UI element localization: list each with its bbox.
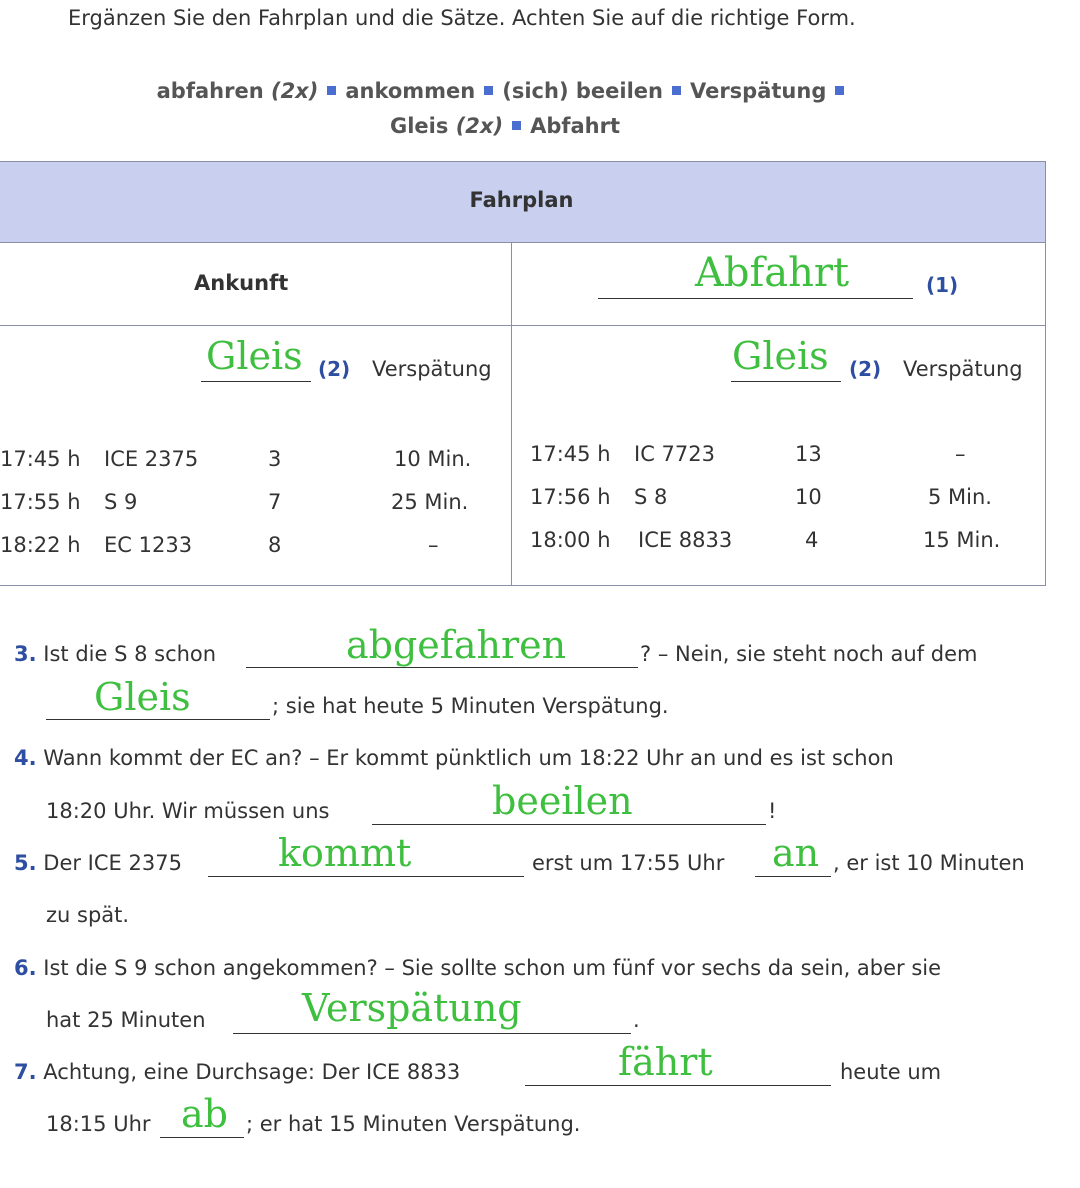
- timetable-header: [0, 162, 1045, 243]
- departure-train: IC 7723: [634, 442, 715, 466]
- sentence-text: , er ist 10 Minuten: [833, 851, 1025, 875]
- answer-an: an: [772, 831, 820, 875]
- sentence-text: heute um: [840, 1060, 942, 1084]
- sentence-text: .: [633, 1008, 640, 1032]
- answer-line: [46, 719, 270, 720]
- departure-time: 17:56 h: [530, 485, 611, 509]
- arrival-delay: 10 Min.: [394, 447, 472, 471]
- arrival-train: ICE 2375: [104, 447, 199, 471]
- arrival-header: Ankunft: [194, 271, 289, 295]
- arrival-time: 17:55 h: [0, 490, 81, 514]
- question-number-1: (1): [926, 273, 959, 297]
- word-abfahren-note: (2x): [270, 79, 319, 103]
- sentence-text: 18:15 Uhr: [46, 1112, 151, 1136]
- square-bullet-icon: [672, 86, 681, 95]
- sentence-text: zu spät.: [46, 903, 130, 927]
- sentence-text: ; er hat 15 Minuten Verspätung.: [246, 1112, 581, 1136]
- answer-line: [233, 1033, 631, 1034]
- square-bullet-icon: [835, 86, 844, 95]
- square-bullet-icon: [512, 121, 521, 130]
- sentence-text: Ist die S 8 schon: [43, 642, 217, 666]
- arrival-time: 17:45 h: [0, 447, 81, 471]
- column-divider: [511, 242, 512, 585]
- sentence-text: !: [768, 799, 777, 823]
- question-number-2: (2): [318, 357, 351, 381]
- square-bullet-icon: [484, 86, 493, 95]
- question-number-2: (2): [849, 357, 882, 381]
- arrival-delay: –: [428, 533, 439, 557]
- sentence-6-line-1: [14, 956, 941, 980]
- answer-line: [160, 1137, 244, 1138]
- departure-time: 18:00 h: [530, 528, 611, 552]
- arrival-gleis-answer: Gleis: [206, 334, 303, 378]
- sentence-5-line-1: [14, 851, 182, 875]
- sentence-text: Ist die S 9 schon angekommen? – Sie sollte schon um fünf vor sechs da sein, aber sie: [43, 956, 942, 980]
- sentence-text: erst um 17:55 Uhr: [532, 851, 725, 875]
- departure-track: 4: [805, 528, 819, 552]
- arrival-delay-label: Verspätung: [372, 357, 492, 381]
- answer-line: [598, 298, 913, 299]
- answer-line: [208, 876, 524, 877]
- word-abfahren: abfahren: [156, 79, 264, 103]
- sentence-text: ; sie hat heute 5 Minuten Verspätung.: [272, 694, 669, 718]
- departure-delay: 5 Min.: [928, 485, 992, 509]
- departure-train: ICE 8833: [638, 528, 733, 552]
- answer-abgefahren: abgefahren: [346, 623, 567, 667]
- answer-gleis: Gleis: [94, 675, 191, 719]
- sentence-text: ? – Nein, sie steht noch auf dem: [640, 642, 978, 666]
- departure-delay: 15 Min.: [923, 528, 1001, 552]
- timetable: [0, 161, 1046, 586]
- word-verspaetung: Verspätung: [689, 79, 827, 103]
- answer-line: [525, 1085, 831, 1086]
- arrival-track: 3: [268, 447, 282, 471]
- answer-line: [201, 381, 311, 382]
- answer-verspaetung: Verspätung: [302, 986, 522, 1030]
- answer-line: [755, 876, 831, 877]
- sentence-3-line-1: [14, 642, 216, 666]
- answer-faehrt: fährt: [618, 1040, 713, 1084]
- word-gleis: Gleis: [390, 114, 449, 138]
- arrival-time: 18:22 h: [0, 533, 81, 557]
- answer-line: [246, 667, 638, 668]
- answer-line: [731, 381, 841, 382]
- row-divider: [0, 325, 1045, 326]
- arrival-train: S 9: [104, 490, 138, 514]
- answer-beeilen: beeilen: [492, 779, 633, 823]
- sentence-text: Der ICE 2375: [43, 851, 182, 875]
- arrival-track: 8: [268, 533, 282, 557]
- word-box-line-2: [0, 109, 1010, 143]
- word-beeilen: (sich) beeilen: [502, 79, 663, 103]
- answer-kommt: kommt: [278, 831, 412, 875]
- word-ankommen: ankommen: [345, 79, 476, 103]
- square-bullet-icon: [327, 86, 336, 95]
- departure-gleis-answer: Gleis: [732, 334, 829, 378]
- word-gleis-note: (2x): [455, 114, 504, 138]
- timetable-title: Fahrplan: [469, 188, 574, 212]
- sentence-text: 18:20 Uhr. Wir müssen uns: [46, 799, 330, 823]
- word-box-line-1: [0, 74, 1010, 108]
- sentence-number: 4.: [14, 746, 37, 770]
- departure-time: 17:45 h: [530, 442, 611, 466]
- departure-track: 10: [795, 485, 822, 509]
- sentence-number: 7.: [14, 1060, 37, 1084]
- sentence-text: hat 25 Minuten: [46, 1008, 206, 1032]
- departure-train: S 8: [634, 485, 668, 509]
- departure-track: 13: [795, 442, 822, 466]
- departure-delay: –: [955, 442, 966, 466]
- sentence-text: Achtung, eine Durchsage: Der ICE 8833: [43, 1060, 461, 1084]
- sentence-4-line-1: [14, 746, 894, 770]
- answer-line: [372, 824, 766, 825]
- sentence-7-line-1: [14, 1060, 460, 1084]
- sentence-number: 6.: [14, 956, 37, 980]
- arrival-train: EC 1233: [104, 533, 193, 557]
- departure-delay-label: Verspätung: [903, 357, 1023, 381]
- arrival-delay: 25 Min.: [391, 490, 469, 514]
- sentence-text: Wann kommt der EC an? – Er kommt pünktlich um 18:22 Uhr an und es ist schon: [43, 746, 894, 770]
- instruction-text: Ergänzen Sie den Fahrplan und die Sätze. Achten Sie auf die richtige Form.: [68, 6, 856, 30]
- sentence-number: 3.: [14, 642, 37, 666]
- sentence-number: 5.: [14, 851, 37, 875]
- departure-answer: Abfahrt: [695, 250, 850, 296]
- answer-ab: ab: [181, 1092, 228, 1136]
- arrival-track: 7: [268, 490, 282, 514]
- word-abfahrt: Abfahrt: [530, 114, 620, 138]
